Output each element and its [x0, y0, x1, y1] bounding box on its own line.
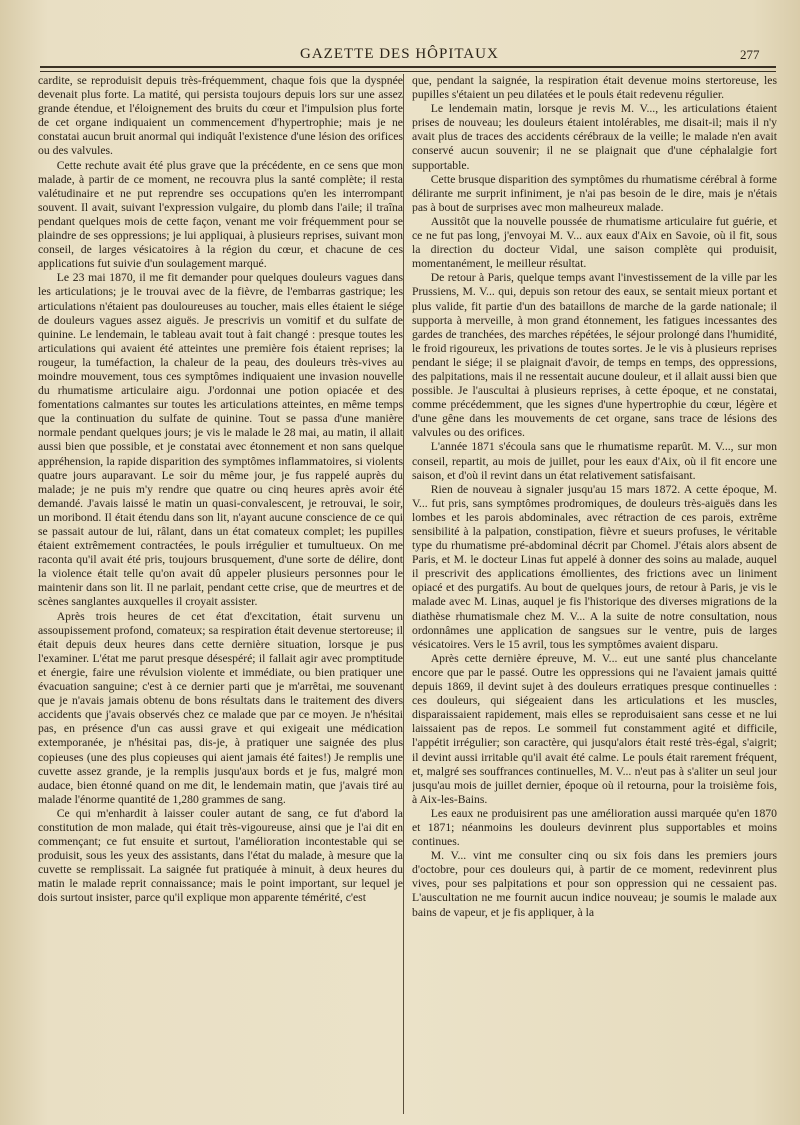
- paragraph: L'année 1871 s'écoula sans que le rhumatisme reparût. M. V..., sur mon conseil, repartit, au mois de juillet, pour les eaux d'Aix, où il fit encore une saison, et d'où il revint dans un état relativement satisfaisant.: [412, 440, 777, 482]
- right-column: [412, 74, 777, 1114]
- paragraph: Cette rechute avait été plus grave que la précédente, en ce sens que mon malade, à partir de ce moment, ne recouvra plus la santé complète; il resta valétudinaire et ne put reprendre ses occupations qu'en les interrompant souvent. Il avait, suivant l'expression vulgaire, du plomb dans l'aile; il traîna pendant quelques mois de cette façon, venant me voir fréquemment pour se plaindre de ses oppressions; je lui appliquai, à plusieurs reprises, suivant mon conseil, de larges vésicatoires à la région du cœur, et chacune de ces applications fut suivie d'un soulagement marqué.: [38, 158, 403, 271]
- paragraph: Rien de nouveau à signaler jusqu'au 15 mars 1872. A cette époque, M. V... fut pris, sans symptômes prodromiques, de douleurs très-aiguës dans les lombes et les parois abdominales, avec rétraction de ces parois, extrême sensibilité à la palpation, constipation, fièvre et sueurs profuses, le véritable type du rhumatisme pré-abdominal décrit par Chomel. J'étais alors absent de Paris, et M. le docteur Linas fut appelé à donner des soins au malade, auquel il prescrivit des applications émollientes, des frictions avec un liniment opiacé et des purgatifs. Au bout de quelques jours, de retour à Paris, je vis le malade avec M. Linas, auquel je fis l'historique des diverses migrations de la diathèse rhumatismale chez M. V... A la suite de notre consultation, nous ordonnâmes une application de sangsues sur le ventre, puis de larges vésicatoires. Vers le 15 avril, tous les symptômes avaient disparu.: [412, 482, 777, 651]
- page-number: 277: [740, 47, 760, 62]
- header-rule: [40, 66, 776, 72]
- paragraph: Après trois heures de cet état d'excitation, était survenu un assoupissement profond, comateux; sa respiration était devenue stertoreuse; il était depuis deux heures dans cette dernière situation, lorsque je pus l'examiner. L'état me parut presque désespéré; il fallait agir avec promptitude et énergie, faire une révulsion violente et immédiate, ou bien pratiquer une évacuation sanguine; c'est à ce dernier parti que je m'arrêtai, me souvenant que je n'avais jamais obtenu de bons résultats dans le traitement des divers accidents que j'avais observés chez ce malade que par ce moyen. Je n'hésitai pas, en présence d'un cas aussi grave et qui exigeait une médication extemporanée, je n'hésitai pas, dis-je, à pratiquer une saignée des plus copieuses (une des plus copieuses qui aient jamais été faites!) Je remplis une cuvette assez grande, je la remplis jusqu'aux bords et je fus, malgré mon audace, bien étonné quand on me dit, le lendemain matin, que j'avais tiré au malade l'énorme quantité de 1,280 grammes de sang.: [38, 609, 403, 806]
- running-title: GAZETTE DES HÔPITAUX: [300, 46, 499, 62]
- paragraph: Les eaux ne produisirent pas une amélioration aussi marquée qu'en 1870 et 1871; néanmoins les douleurs devinrent plus supportables et moins continues.: [412, 806, 777, 849]
- paragraph: que, pendant la saignée, la respiration était devenue moins stertoreuse, les pupilles s'étaient un peu dilatées et le pouls était redevenu régulier.: [412, 74, 777, 102]
- paragraph: M. V... vint me consulter cinq ou six fois dans les premiers jours d'octobre, pour ces douleurs qui, à partir de ce moment, redevinrent plus vives, pour ses palpitations et pour son oppression qui ne cessaient pas. L'auscultation ne me fournit aucun indice nouveau; je soumis le malade aux bains de vapeur, et je fis appliquer, à la: [412, 849, 777, 919]
- paragraph: Aussitôt que la nouvelle poussée de rhumatisme articulaire fut guérie, et ce ne fut pas long, j'envoyai M. V... aux eaux d'Aix en Savoie, où il fit, sous la direction du docteur Vidal, une saison complète qui produisit, momentanément, le meilleur résultat.: [412, 214, 777, 271]
- paragraph: De retour à Paris, quelque temps avant l'investissement de la ville par les Prussiens, M. V... qui, depuis son retour des eaux, se sentait mieux portant et plus valide, fit partie d'un des bataillons de marche de la garde nationale; il supporta à merveille, à mon grand étonnement, les fatigues incessantes des gardes de tranchées, des marches répétées, le séjour prolongé dans l'humidité, le froid rigoureux, les privations de toutes sortes. Je le vis à plusieurs reprises pendant le siége; il se plaignait d'avoir, de temps en temps, des oppressions, des palpitations, mais il ne ressentait aucune douleur, et il allait aussi bien que possible. Je l'auscultai à plusieurs reprises, à cette époque, et ne constatai, comme précédemment, que les signes d'une hypertrophie du cœur, légère et d'une gêne dans les mouvements de cet organe, sans trace de lésions des valvules ou des orifices.: [412, 271, 777, 440]
- left-column: [38, 74, 403, 1114]
- paragraph: Le 23 mai 1870, il me fit demander pour quelques douleurs vagues dans les articulations; je le trouvai avec de la fièvre, de l'embarras gastrique; les articulations n'étaient pas douloureuses au toucher, mais elles étaient le siége de douleurs vagues assez aiguës. Je prescrivis un vomitif et du sulfate de quinine. Le lendemain, le tableau avait tout à fait changé : presque toutes les articulations qui avaient été atteintes une première fois étaient reprises; la rougeur, la tuméfaction, la chaleur de la peau, des douleurs très-vives au moindre mouvement, tous ces symptômes indiquaient une invasion nouvelle du rhumatisme articulaire aigu. J'ordonnai une potion opiacée et des fomentations calmantes sur toutes les articulations atteintes, en même temps que la continuation du sulfate de quinine. Tout se passa d'une manière normale pendant quelques jours; je vis le malade le 28 mai, au matin, il allait aussi bien que possible, et je constatai avec étonnement et non sans quelque appréhension, la rapide disparition des symptômes inflammatoires, si violents quatre jours auparavant. Le soir du même jour, je fus rappelé auprès du malade; je ne puis m'y rendre que quatre ou cinq heures après avoir été demandé. J'avais laissé le matin un quasi-convalescent, je retrouvai, le soir, un moribond. Il était étendu dans son lit, n'ayant aucune conscience de ce qui se passait autour de lui, râlant, dans un état comateux complet; les pupilles étaient extrêmement contractées, le pouls irrégulier et tumultueux. On me raconta qu'il avait été pris, toujours brusquement, d'une sorte de délire, dont la violence était telle qu'on avait dû appeler plusieurs personnes pour le maintenir dans son lit. Il ne parlait, pendant cette crise, que de meurtres et de scènes sanglantes auxquelles il croyait assister.: [38, 271, 403, 609]
- paragraph: Cette brusque disparition des symptômes du rhumatisme cérébral à forme délirante me surprit infiniment, je n'ai pas besoin de le dire, mais je n'étais pas à bout de surprises avec mon malheureux malade.: [412, 172, 777, 214]
- paragraph: cardite, se reproduisit depuis très-fréquemment, chaque fois que la dyspnée devenait plus forte. La matité, qui persista toujours depuis lors sur une assez grande étendue, et l'éloignement des bruits du cœur et l'impulsion plus forte de cet organe indiquaient un commencement d'hypertrophie; mais je ne constatai aucun bruit anormal qui indiquât l'existence d'une lésion des orifices ou des valvules.: [38, 74, 403, 158]
- paragraph: Ce qui m'enhardit à laisser couler autant de sang, ce fut d'abord la constitution de mon malade, qui était très-vigoureuse, ainsi que je l'ai dit en commençant; ce fut ensuite et surtout, l'amélioration incontestable qui se produisit, sous les yeux des assistants, dans l'état du malade, à mesure que la cuvette se remplissait. La saignée fut pratiquée à minuit, à deux heures du matin le malade reprit connaissance; mais le point important, sur lequel je dois surtout insister, parce qu'il explique mon apparente témérité, c'est: [38, 806, 403, 905]
- paragraph: Après cette dernière épreuve, M. V... eut une santé plus chancelante encore que par le passé. Outre les oppressions qui ne l'avaient jamais quitté depuis 1869, il devint sujet à des douleurs erratiques presque continuelles : ces douleurs, qui siégeaient dans les articulations et les muscles, disparaissaient rapidement, mais elles se reproduisaient sans cesse et ne lui laissaient pas de repos. Le sommeil fut constamment agité et difficile, l'appétit irrégulier; son caractère, qui jusqu'alors était resté très-égal, s'aigrit; il devint aussi irritable qu'il avait été calme. Le pouls était rarement fréquent, et, malgré ses souffrances continuelles, M. V... n'eut pas à s'aliter un seul jour jusqu'au mois de juillet dernier, époque où il retourna, pour la troisième fois, à Aix-les-Bains.: [412, 651, 777, 806]
- paragraph: Le lendemain matin, lorsque je revis M. V..., les articulations étaient prises de nouveau; les douleurs étaient intolérables, me disait-il; mais il n'y avait plus de traces des accidents cérébraux de la veille; le malade n'en avait conservé aucun souvenir; il ne se plaignait que d'une céphalalgie fort supportable.: [412, 102, 777, 172]
- column-divider: [403, 74, 404, 1114]
